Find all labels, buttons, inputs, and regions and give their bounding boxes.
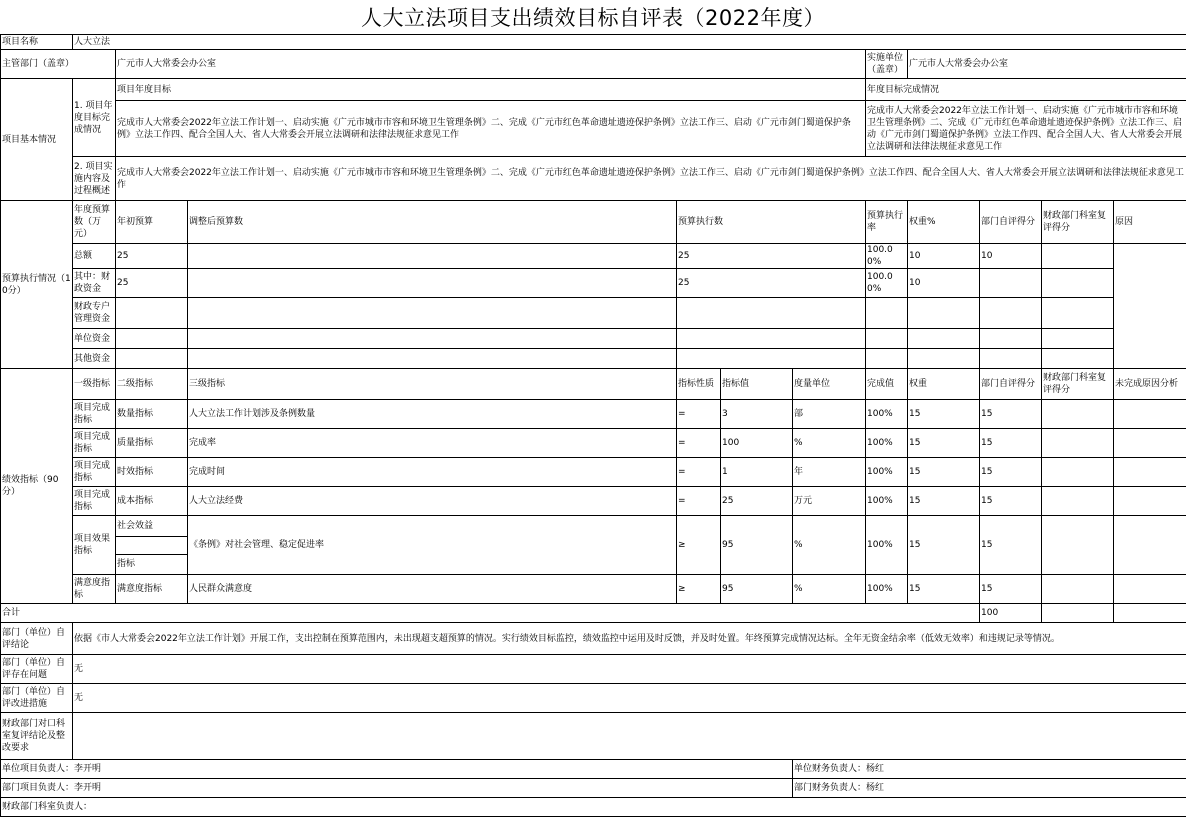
indicator-nature: = xyxy=(677,429,721,458)
label-fin-score-2: 财政部门科室复评得分 xyxy=(1042,369,1114,400)
label-weight-pct: 权重% xyxy=(908,201,980,244)
value-problems: 无 xyxy=(73,655,1186,684)
indicator-actual: 100% xyxy=(866,575,908,604)
label-lvl2: 二级指标 xyxy=(116,369,188,400)
label-dept-score-2: 部门自评得分 xyxy=(980,369,1042,400)
budget-executed xyxy=(677,329,866,349)
indicator-reason xyxy=(1114,400,1186,429)
indicator-actual: 100% xyxy=(866,400,908,429)
label-perf: 绩效指标（90分） xyxy=(1,369,73,604)
budget-weight xyxy=(908,349,980,369)
row-signature-fin xyxy=(1,798,1186,817)
indicator-unit: 部 xyxy=(793,400,866,429)
indicator-l2: 满意度指标 xyxy=(116,575,188,604)
indicator-nature: = xyxy=(677,458,721,487)
budget-row-label: 财政专户管理资金 xyxy=(73,298,116,329)
budget-fin-score xyxy=(1042,298,1114,329)
row-signature-dept xyxy=(1,779,1186,798)
row-basic-header xyxy=(1,79,1186,101)
row-basic-goal xyxy=(1,101,1186,157)
budget-row-label: 其中：财政资金 xyxy=(73,269,116,298)
fin-office-leader: 财政部门科室负责人： xyxy=(1,798,1186,817)
indicator-value: 3 xyxy=(721,400,793,429)
row-project-name xyxy=(1,35,1186,50)
label-weight: 权重 xyxy=(908,369,980,400)
budget-fin-score xyxy=(1042,349,1114,369)
label-budget: 预算执行情况（10分） xyxy=(1,201,73,369)
indicator-l3: 完成时间 xyxy=(188,458,677,487)
budget-row xyxy=(1,298,1186,329)
indicator-l2: 质量指标 xyxy=(116,429,188,458)
label-value: 指标值 xyxy=(721,369,793,400)
indicator-row xyxy=(1,487,1186,516)
budget-row xyxy=(1,329,1186,349)
row-conclusion xyxy=(1,623,1186,655)
indicator-weight: 15 xyxy=(908,429,980,458)
label-initial: 年初预算 xyxy=(116,201,188,244)
budget-score xyxy=(980,269,1042,298)
label-goal-status: 1. 项目年度目标完成情况 xyxy=(73,79,116,157)
indicator-l2: 时效指标 xyxy=(116,458,188,487)
label-lvl1: 一级指标 xyxy=(73,369,116,400)
label-fin-review: 财政部门对口科室复评结论及整改要求 xyxy=(1,713,73,760)
label-impl-unit: 实施单位（盖章） xyxy=(866,50,908,79)
budget-row xyxy=(1,349,1186,369)
indicator-score: 15 xyxy=(980,429,1042,458)
indicator-nature: ≥ xyxy=(677,575,721,604)
evaluation-table xyxy=(0,34,1186,817)
budget-adjusted xyxy=(188,329,677,349)
dept-finance: 部门财务负责人：杨红 xyxy=(793,779,1186,798)
indicator-actual: 100% xyxy=(866,516,908,575)
budget-initial xyxy=(116,329,188,349)
label-annual-budget: 年度预算数（万元） xyxy=(73,201,116,244)
indicator-row xyxy=(1,575,1186,604)
indicator-unit: % xyxy=(793,429,866,458)
budget-fin-score xyxy=(1042,244,1114,269)
dept-leader: 部门项目负责人：李开明 xyxy=(1,779,793,798)
indicator-l3: 人民群众满意度 xyxy=(188,575,677,604)
indicator-unit: 年 xyxy=(793,458,866,487)
label-actual: 完成值 xyxy=(866,369,908,400)
indicator-weight: 15 xyxy=(908,400,980,429)
indicator-unit: % xyxy=(793,516,866,575)
budget-score xyxy=(980,329,1042,349)
indicator-row xyxy=(1,400,1186,429)
budget-row-label: 单位资金 xyxy=(73,329,116,349)
label-dept-score: 部门自评得分 xyxy=(980,201,1042,244)
social-benefit-label: 社会效益 xyxy=(116,516,187,537)
indicator-score: 15 xyxy=(980,487,1042,516)
budget-row xyxy=(1,269,1186,298)
indicator-l1: 项目效果指标 xyxy=(73,516,116,575)
indicator-l3: 《条例》对社会管理、稳定促进率 xyxy=(188,516,677,575)
label-total: 合计 xyxy=(1,604,980,623)
indicator-fin-score xyxy=(1042,400,1114,429)
indicator-reason xyxy=(1114,429,1186,458)
budget-initial: 25 xyxy=(116,269,188,298)
indicator-l3: 完成率 xyxy=(188,429,677,458)
row-budget-header xyxy=(1,201,1186,244)
budget-fin-score xyxy=(1042,329,1114,349)
indicator-value: 25 xyxy=(721,487,793,516)
label-unfinished-reason: 未完成原因分析 xyxy=(1114,369,1186,400)
indicator-score: 15 xyxy=(980,516,1042,575)
label-improve: 部门（单位）自评改进措施 xyxy=(1,684,73,713)
budget-fin-score xyxy=(1042,269,1114,298)
budget-score xyxy=(980,349,1042,369)
budget-rate: 100.00% xyxy=(866,269,908,298)
indicator-reason xyxy=(1114,575,1186,604)
budget-executed: 25 xyxy=(677,269,866,298)
label-conclusion: 部门（单位）自评结论 xyxy=(1,623,73,655)
label-project-name: 项目名称 xyxy=(1,35,73,50)
budget-rate: 100.00% xyxy=(866,244,908,269)
indicator-nature: ≥ xyxy=(677,516,721,575)
indicator-value: 100 xyxy=(721,429,793,458)
row-improve xyxy=(1,684,1186,713)
row-problems xyxy=(1,655,1186,684)
indicator-score: 15 xyxy=(980,575,1042,604)
indicator-nature: = xyxy=(677,400,721,429)
budget-rate xyxy=(866,349,908,369)
indicator-reason xyxy=(1114,487,1186,516)
budget-score: 10 xyxy=(980,244,1042,269)
label-reason: 原因 xyxy=(1114,201,1186,244)
indicator-score: 15 xyxy=(980,458,1042,487)
row-department xyxy=(1,50,1186,79)
budget-rate xyxy=(866,329,908,349)
row-perf-header xyxy=(1,369,1186,400)
label-exec-rate: 预算执行率 xyxy=(866,201,908,244)
label-nature: 指标性质 xyxy=(677,369,721,400)
indicator-value: 1 xyxy=(721,458,793,487)
unit-leader: 单位项目负责人：李开明 xyxy=(1,760,793,779)
budget-initial xyxy=(116,349,188,369)
indicator-l1: 项目完成指标 xyxy=(73,458,116,487)
budget-initial: 25 xyxy=(116,244,188,269)
indicator-actual: 100% xyxy=(866,458,908,487)
budget-weight: 10 xyxy=(908,244,980,269)
label-dept: 主管部门（盖章） xyxy=(1,50,116,79)
indicator-reason xyxy=(1114,458,1186,487)
unit-finance: 单位财务负责人：杨红 xyxy=(793,760,1186,779)
indicator-actual: 100% xyxy=(866,429,908,458)
label-adjusted: 调整后预算数 xyxy=(188,201,677,244)
indicator-l1: 项目完成指标 xyxy=(73,487,116,516)
indicator-weight: 15 xyxy=(908,458,980,487)
budget-adjusted xyxy=(188,349,677,369)
budget-row-label: 总额 xyxy=(73,244,116,269)
label-annual-goal: 项目年度目标 xyxy=(116,79,866,101)
value-improve: 无 xyxy=(73,684,1186,713)
indicator-l2: 数量指标 xyxy=(116,400,188,429)
value-dept: 广元市人大常委会办公室 xyxy=(116,50,866,79)
budget-adjusted xyxy=(188,269,677,298)
label-unit: 度量单位 xyxy=(793,369,866,400)
indicator-value: 95 xyxy=(721,575,793,604)
label-lvl3: 三级指标 xyxy=(188,369,677,400)
indicator-weight: 15 xyxy=(908,516,980,575)
value-conclusion: 依据《市人大常委会2022年立法工作计划》开展工作，支出控制在预算范围内，未出现超支超预算的情况。实行绩效目标监控，绩效监控中运用及时反馈，并及时处置。年终预算完成情况达标。全年无资金结余率（低效无效率）和违规记录等情况。 xyxy=(73,623,1186,655)
page-title: 人大立法项目支出绩效目标自评表（2022年度） xyxy=(361,6,825,30)
label-goal-done: 年度目标完成情况 xyxy=(866,79,1186,101)
budget-weight xyxy=(908,329,980,349)
row-signature-unit xyxy=(1,760,1186,779)
indicator-unit: % xyxy=(793,575,866,604)
indicator-fin-score xyxy=(1042,458,1114,487)
budget-score xyxy=(980,298,1042,329)
value-impl-unit: 广元市人大常委会办公室 xyxy=(908,50,1186,79)
indicator-row xyxy=(1,516,1186,575)
row-total xyxy=(1,604,1186,623)
indicator-row xyxy=(1,458,1186,487)
budget-executed xyxy=(677,349,866,369)
label-executed: 预算执行数 xyxy=(677,201,866,244)
indicator-row xyxy=(1,429,1186,458)
label-fin-score: 财政部门科室复评得分 xyxy=(1042,201,1114,244)
indicator-value: 95 xyxy=(721,516,793,575)
indicator-unit: 万元 xyxy=(793,487,866,516)
indicator-fin-score xyxy=(1042,429,1114,458)
label-content: 2. 项目实施内容及过程概述 xyxy=(73,157,116,201)
budget-reason xyxy=(1114,244,1186,369)
budget-weight xyxy=(908,298,980,329)
indicator-reason xyxy=(1114,516,1186,575)
indicator-nature: = xyxy=(677,487,721,516)
value-content-text: 完成市人大常委会2022年立法工作计划一、启动实施《广元市城市市容和环境卫生管理条例》二、完成《广元市红色革命遗址遗迹保护条例》立法工作三、启动《广元市剑门蜀道保护条例》立法工作四、配合全国人大、省人大常委会开展立法调研和法律法规征求意见工作 xyxy=(116,157,1186,201)
budget-adjusted xyxy=(188,298,677,329)
indicator-l1: 满意度指标 xyxy=(73,575,116,604)
total-reason xyxy=(1114,604,1186,623)
total-fin-score xyxy=(1042,604,1114,623)
indicator-l2-social xyxy=(116,516,188,575)
indicator-fin-score xyxy=(1042,575,1114,604)
indicator-l1: 项目完成指标 xyxy=(73,429,116,458)
value-total-score: 100 xyxy=(980,604,1042,623)
budget-weight: 10 xyxy=(908,269,980,298)
indicator-score: 15 xyxy=(980,400,1042,429)
budget-adjusted xyxy=(188,244,677,269)
indicator-fin-score xyxy=(1042,487,1114,516)
row-basic-content xyxy=(1,157,1186,201)
indicator-l3: 人大立法工作计划涉及条例数量 xyxy=(188,400,677,429)
budget-row xyxy=(1,244,1186,269)
value-goal-text: 完成市人大常委会2022年立法工作计划一、启动实施《广元市城市市容和环境卫生管理条例》二、完成《广元市红色革命遗址遗迹保护条例》立法工作三、启动《广元市剑门蜀道保护条例》立法工作四、配合全国人大、省人大常委会开展立法调研和法律法规征求意见工作 xyxy=(116,101,866,157)
indicator-l2: 成本指标 xyxy=(116,487,188,516)
budget-executed: 25 xyxy=(677,244,866,269)
value-fin-review xyxy=(73,713,1186,760)
value-project-name: 人大立法 xyxy=(73,35,1186,50)
indicator-weight: 15 xyxy=(908,487,980,516)
budget-initial xyxy=(116,298,188,329)
value-done-text: 完成市人大常委会2022年立法工作计划一、启动实施《广元市城市市容和环境卫生管理条例》二、完成《广元市红色革命遗址遗迹保护条例》立法工作三、启动《广元市剑门蜀道保护条例》立法工作四、配合全国人大、省人大常委会开展立法调研和法律法规征求意见工作 xyxy=(866,101,1186,157)
budget-rate xyxy=(866,298,908,329)
social-benefit-suffix: 指标 xyxy=(117,559,136,569)
budget-row-label: 其他资金 xyxy=(73,349,116,369)
indicator-actual: 100% xyxy=(866,487,908,516)
label-problems: 部门（单位）自评存在问题 xyxy=(1,655,73,684)
social-benefit-spacer xyxy=(116,537,187,555)
indicator-l1: 项目完成指标 xyxy=(73,400,116,429)
indicator-fin-score xyxy=(1042,516,1114,575)
budget-executed xyxy=(677,298,866,329)
row-fin-review xyxy=(1,713,1186,760)
label-basic: 项目基本情况 xyxy=(1,79,73,201)
indicator-l3: 人大立法经费 xyxy=(188,487,677,516)
indicator-weight: 15 xyxy=(908,575,980,604)
